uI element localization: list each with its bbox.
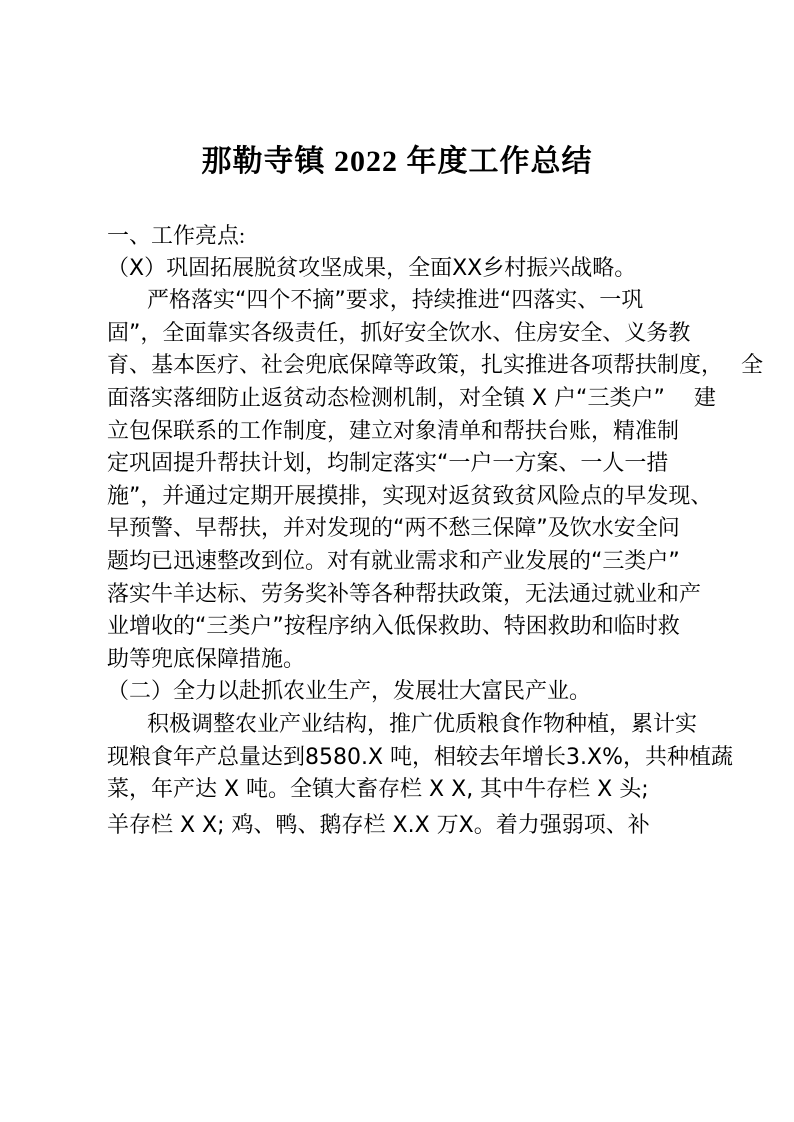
document-body xyxy=(107,220,767,842)
text-line: 菜，年产达 X 吨。全镇大畜存栏 X X, 其中牛存栏 X 头; xyxy=(107,777,649,803)
text-line: 严格落实“四个不摘”要求，持续推进“四落实、一巩 xyxy=(147,288,644,314)
text-line: 早预警、早帮扶，并对发现的“两不愁三保障”及饮水安全问 xyxy=(107,516,680,542)
text-line: 育、基本医疗、社会兜底保障等政策，扎实推进各项帮扶制度， 全 xyxy=(107,353,763,379)
text-line: 面落实落细防止返贫动态检测机制，对全镇 X 户“三类户” 建 xyxy=(107,385,716,411)
text-line: 羊存栏 X X; 鸡、鸭、鹅存栏 X.X 万X。着力强弱项、补 xyxy=(107,812,650,838)
document-title: 那勒寺镇 2022 年度工作总结 xyxy=(201,145,593,178)
text-line: 施”，并通过定期开展摸排，实现对返贫致贫风险点的早发现、 xyxy=(107,483,713,509)
text-line-subheading-1: （X）巩固拓展脱贫攻坚成果，全面XX乡村振兴战略。 xyxy=(107,255,637,281)
text-line: 业增收的“三类户”按程序纳入低保救助、特困救助和临时救 xyxy=(107,614,680,640)
text-line: 定巩固提升帮扶计划，均制定落实“一户一方案、一人一措 xyxy=(107,451,669,477)
text-line: 落实牛羊达标、劳务奖补等各种帮扶政策，无法通过就业和产 xyxy=(107,581,702,607)
text-line: 题均已迅速整改到位。对有就业需求和产业发展的“三类户” xyxy=(107,548,680,574)
text-line: 固”，全面靠实各级责任，抓好安全饮水、住房安全、义务教 xyxy=(107,320,691,346)
text-line: 立包保联系的工作制度，建立对象清单和帮扶台账，精准制 xyxy=(107,418,680,444)
text-line: 积极调整农业产业结构，推广优质粮食作物种植，累计实 xyxy=(147,711,698,737)
text-line: 助等兜底保障措施。 xyxy=(107,646,306,672)
text-line-subheading-2: （二）全力以赴抓农业生产，发展壮大富民产业。 xyxy=(107,679,592,705)
text-line: 现粮食年产总量达到8580.X 吨，相较去年增长3.X%，共种植蔬 xyxy=(107,744,734,770)
section-heading: 一、工作亮点: xyxy=(107,223,246,248)
